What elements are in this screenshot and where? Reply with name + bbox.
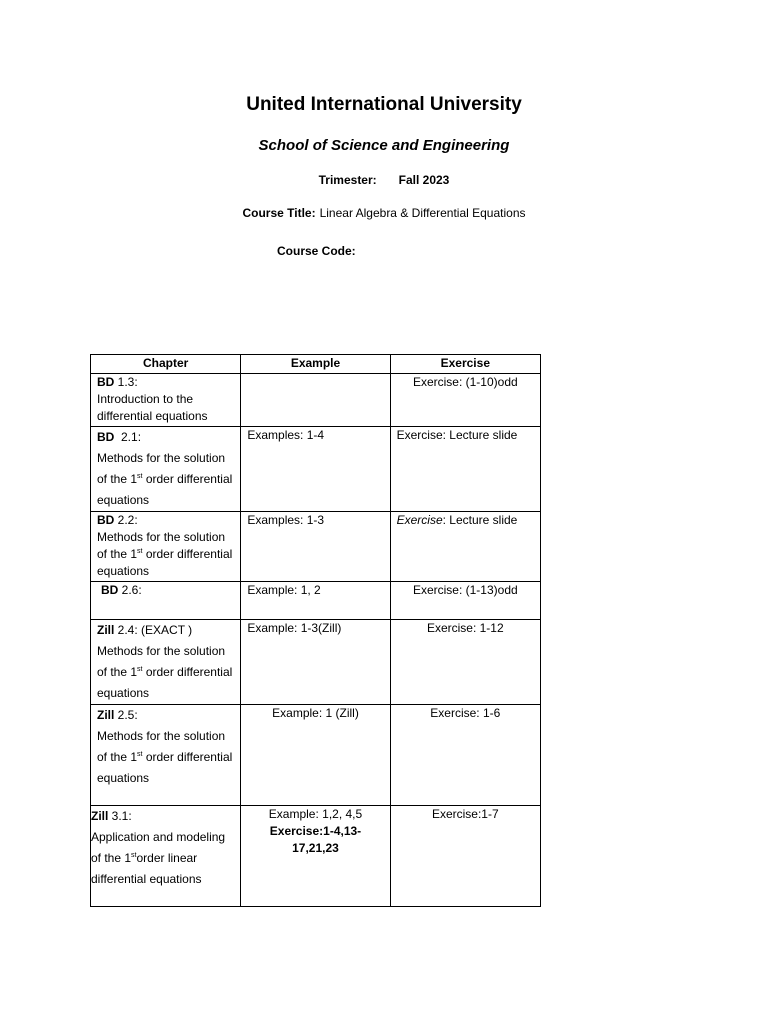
chapter-description-text: order differential equations [97,665,233,700]
example-cell [241,806,390,907]
column-header-example: Example [241,355,390,374]
exercise-text: : Lecture slide [442,513,518,527]
ordinal-suffix: st [137,751,143,758]
chapter-description [97,726,234,789]
chapter-description-text: Methods for the solution of the 1 [97,451,226,486]
example-cell: Examples: 1-4 [241,427,390,512]
exercise-cell: Exercise: 1-12 [390,620,540,705]
trimester-label: Trimester: [318,173,377,187]
chapter-description-text: order differential equations [97,750,233,785]
chapter-section: 3.1: [108,809,132,823]
chapter-section: 2.1: [114,430,142,444]
table-row [91,374,541,427]
chapter-section: 2.2: [114,513,138,527]
chapter-description [97,641,234,704]
example-cell: Example: 1-3(Zill) [241,620,390,705]
course-code-label: Course Code: [277,244,356,258]
chapter-description-text: Methods for the solution of the 1 [97,530,226,561]
chapter-section: 2.5: [114,708,138,722]
chapter-description [97,529,234,580]
ordinal-suffix: st [137,548,143,555]
chapter-description [97,448,234,511]
table-row [91,705,541,806]
column-header-exercise: Exercise [390,355,540,374]
chapter-cell [91,620,241,705]
chapter-cell [91,705,241,806]
syllabus-table [90,354,541,907]
table-row [91,512,541,582]
chapter-section: 2.4: (EXACT ) [114,623,193,637]
example-exercise-bold: Exercise:1-4,13-17,21,23 [269,824,362,855]
chapter-description-text: Application and modeling of the 1 [91,830,226,865]
example-cell: Examples: 1-3 [241,512,390,582]
chapter-description-text: Methods for the solution of the 1 [97,729,226,764]
chapter-description-text: order differential equations [97,472,233,507]
school-title: School of Science and Engineering [258,137,510,154]
example-text: Example: 1,2, 4,5 [268,807,363,821]
chapter-code: BD [97,513,115,527]
column-header-chapter: Chapter [91,355,241,374]
chapter-code: BD [101,583,119,597]
university-title: United International University [246,94,522,115]
course-title-line [0,206,768,220]
ordinal-suffix: st [131,852,137,859]
exercise-cell: Exercise:1-7 [390,806,540,907]
chapter-code: BD [97,375,115,389]
chapter-cell [91,582,241,620]
trimester-value: Fall 2023 [398,173,450,187]
table-header-row [91,355,541,374]
exercise-italic: Exercise [396,513,443,527]
trimester-line [0,173,768,187]
chapter-section: 1.3: [114,375,138,389]
exercise-cell: Exercise: (1-13)odd [390,582,540,620]
chapter-code: Zill [91,809,109,823]
exercise-cell: Exercise: Lecture slide [390,427,540,512]
chapter-code: Zill [97,708,115,722]
table-row [91,427,541,512]
example-cell [241,374,390,427]
chapter-cell [91,806,241,907]
table-row [91,620,541,705]
chapter-cell [91,512,241,582]
chapter-description-text: order differential equations [97,547,233,578]
chapter-description: Introduction to the differential equations [97,392,208,423]
chapter-code: Zill [97,623,115,637]
course-title-value: Linear Algebra & Differential Equations [319,206,526,220]
chapter-cell [91,374,241,427]
exercise-cell: Exercise: (1-10)odd [390,374,540,427]
table-row [91,582,541,620]
chapter-description-text: order linear differential equations [91,851,202,886]
table-row [91,806,541,907]
ordinal-suffix: st [137,666,143,673]
ordinal-suffix: st [137,473,143,480]
chapter-cell [91,427,241,512]
exercise-cell: Exercise: 1-6 [390,705,540,806]
chapter-section: 2.6: [118,583,142,597]
example-cell: Example: 1, 2 [241,582,390,620]
exercise-cell [390,512,540,582]
example-cell: Example: 1 (Zill) [241,705,390,806]
chapter-description [91,827,234,890]
chapter-description-text: Methods for the solution of the 1 [97,644,226,679]
course-title-label: Course Title: [242,206,316,220]
chapter-code: BD [97,430,115,444]
